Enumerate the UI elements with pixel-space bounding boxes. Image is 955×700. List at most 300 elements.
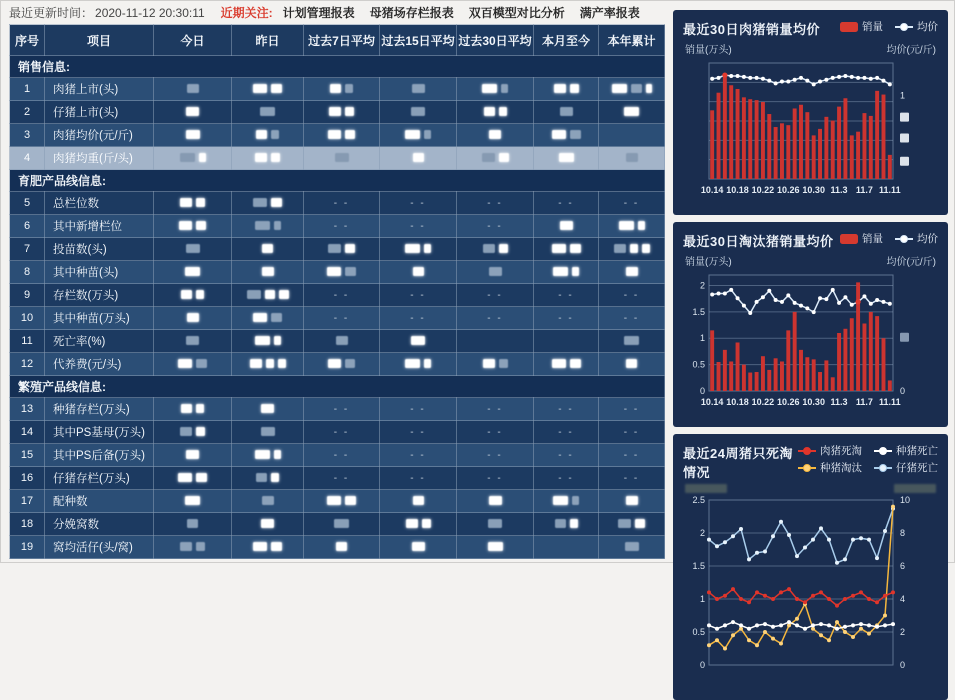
data-cell [304, 353, 380, 376]
legend-label: 种猪死亡 [896, 445, 938, 457]
data-cell [380, 124, 457, 147]
redacted-value-block [187, 519, 198, 528]
row-item-label: 肉猪均重(斤/头) [45, 147, 154, 170]
legend-label: 销量 [862, 21, 883, 33]
data-cell [154, 330, 232, 353]
row-item-label: 仔猪上市(头) [45, 101, 154, 124]
chart-legend [798, 443, 938, 475]
data-cell [457, 398, 534, 421]
legend-label: 仔猪死亡 [896, 462, 938, 474]
redacted-value-block [553, 267, 568, 276]
empty-value: - - [487, 473, 503, 484]
chart-legend [840, 19, 938, 34]
redacted-value-block [489, 267, 502, 276]
left-axis-label: 销量(万头) [685, 45, 732, 56]
redacted-value-block [646, 84, 652, 93]
data-cell [534, 238, 599, 261]
redacted-value-block [488, 542, 503, 551]
data-cell [457, 490, 534, 513]
table-row-10[interactable] [10, 307, 665, 330]
data-cell [154, 261, 232, 284]
empty-value: - - [410, 290, 426, 301]
column-header-8: 本年累计 [599, 25, 665, 56]
data-cell [457, 421, 534, 444]
data-cell [534, 421, 599, 444]
row-number: 4 [10, 147, 45, 170]
chart-title: 最近30日肉猪销量均价 [683, 22, 820, 37]
redacted-value-block [178, 359, 192, 368]
row-item-label: 存栏数(万头) [45, 284, 154, 307]
empty-value: - - [333, 404, 350, 415]
redacted-value-block [560, 107, 573, 116]
legend-label: 肉猪死淘 [820, 445, 862, 457]
empty-value: - - [333, 427, 350, 438]
data-cell [457, 513, 534, 536]
data-cell [534, 284, 599, 307]
weekly-mortality-chart [683, 494, 938, 694]
row-number: 1 [10, 78, 45, 101]
redacted-value-block [196, 290, 204, 299]
data-cell [457, 307, 534, 330]
data-cell [534, 467, 599, 490]
empty-value: - - [558, 404, 574, 415]
data-cell [154, 353, 232, 376]
svg-text:1: 1 [699, 333, 705, 344]
left-column [9, 1, 664, 700]
data-cell [154, 78, 232, 101]
data-cell [304, 147, 380, 170]
redacted-value-block [255, 336, 270, 345]
svg-text:2: 2 [900, 627, 906, 637]
row-item-label: 其中新增栏位 [45, 215, 154, 238]
redacted-value-block [630, 244, 638, 253]
svg-text:0: 0 [699, 386, 705, 396]
redacted-value-block [186, 107, 199, 116]
data-cell [304, 284, 380, 307]
empty-value: - - [410, 198, 426, 209]
redacted-value-block [405, 359, 420, 368]
data-cell [304, 261, 380, 284]
redacted-value-block [552, 244, 566, 253]
left-axis-label-redacted [685, 484, 727, 493]
redacted-value-block [274, 221, 281, 230]
data-cell [232, 467, 304, 490]
redacted-value-block [553, 496, 568, 505]
section-row [10, 170, 665, 192]
redacted-value-block [186, 450, 199, 459]
data-cell [232, 261, 304, 284]
empty-value: - - [333, 221, 350, 232]
data-cell [380, 101, 457, 124]
legend-item-2[interactable] [798, 460, 862, 475]
redacted-value-block [552, 359, 566, 368]
redacted-value-block [424, 359, 431, 368]
data-cell [232, 101, 304, 124]
empty-value: - - [333, 473, 350, 484]
redacted-value-block [412, 84, 425, 93]
svg-text:4: 4 [900, 594, 906, 604]
data-cell [304, 421, 380, 444]
redacted-value-block [336, 542, 347, 551]
redacted-value-block [196, 427, 205, 436]
redacted-value-block [255, 450, 270, 459]
redacted-value-block [413, 496, 424, 505]
empty-value: - - [487, 427, 503, 438]
svg-text:8: 8 [900, 528, 906, 538]
legend-item-0[interactable] [798, 443, 862, 458]
data-cell [457, 444, 534, 467]
redacted-value-block [253, 313, 267, 322]
table-row-1[interactable] [10, 78, 665, 101]
legend-label: 销量 [862, 233, 883, 245]
row-item-label: 肉猪均价(元/斤) [45, 124, 154, 147]
data-cell [534, 101, 599, 124]
daily-report-table [9, 24, 665, 559]
empty-value: - - [333, 198, 350, 209]
data-cell [154, 444, 232, 467]
row-item-label: 代养费(元/头) [45, 353, 154, 376]
data-cell [380, 353, 457, 376]
chart-card-mortality [673, 434, 948, 700]
data-cell [154, 490, 232, 513]
svg-text:0.5: 0.5 [692, 359, 705, 370]
table-row-9[interactable] [10, 284, 665, 307]
chart-card-cull-sales [673, 222, 948, 427]
redacted-value-block [271, 84, 282, 93]
legend-label: 均价 [917, 21, 938, 33]
left-axis-label: 销量(万头) [685, 257, 732, 268]
redacted-value-block [256, 473, 267, 482]
data-cell [599, 101, 665, 124]
redacted-value-block [499, 153, 509, 162]
table-row-13[interactable] [10, 398, 665, 421]
right-axis-label-redacted [894, 484, 936, 493]
row-number: 3 [10, 124, 45, 147]
report-table-body [10, 56, 665, 559]
empty-value: - - [487, 221, 503, 232]
redacted-value-block [196, 404, 204, 413]
data-cell [534, 147, 599, 170]
redacted-value-block [345, 267, 356, 276]
data-cell [534, 215, 599, 238]
section-label: 销售信息: [10, 56, 665, 78]
redacted-value-block [187, 84, 199, 93]
empty-value: - - [558, 427, 574, 438]
redacted-value-block [196, 473, 207, 482]
redacted-value-block [278, 359, 286, 368]
data-cell [534, 490, 599, 513]
legend-item-1[interactable] [874, 443, 938, 458]
data-cell [380, 467, 457, 490]
update-time-value: 2020-11-12 20:30:11 [95, 5, 205, 20]
data-cell [599, 192, 665, 215]
table-row-6[interactable] [10, 215, 665, 238]
redacted-value-block [411, 336, 425, 345]
empty-value: - - [333, 290, 350, 301]
table-row-12[interactable] [10, 353, 665, 376]
row-number: 6 [10, 215, 45, 238]
redacted-value-block [328, 359, 341, 368]
empty-value: - - [623, 427, 640, 438]
redacted-value-block [261, 519, 274, 528]
redacted-value-block [181, 290, 192, 299]
data-cell [154, 284, 232, 307]
redacted-value-block [262, 244, 273, 253]
data-cell [534, 261, 599, 284]
redacted-value-block [570, 130, 581, 139]
data-cell [534, 513, 599, 536]
data-cell [599, 284, 665, 307]
empty-value: - - [333, 313, 350, 324]
line-swatch-icon [874, 450, 892, 452]
data-cell [599, 513, 665, 536]
svg-text:10.14: 10.14 [700, 185, 724, 195]
data-cell [232, 353, 304, 376]
data-cell [534, 192, 599, 215]
redacted-value-block [255, 221, 270, 230]
svg-text:0: 0 [900, 386, 906, 396]
row-item-label: 其中PS基母(万头) [45, 421, 154, 444]
data-cell [232, 147, 304, 170]
table-row-19[interactable] [10, 536, 665, 559]
data-cell [599, 536, 665, 559]
redacted-value-block [247, 290, 261, 299]
svg-text:10.30: 10.30 [802, 397, 825, 407]
table-row-18[interactable] [10, 513, 665, 536]
svg-text:11.11: 11.11 [879, 185, 901, 195]
legend-label: 种猪淘汰 [820, 462, 862, 474]
data-cell [380, 284, 457, 307]
redacted-value-block [271, 198, 282, 207]
redacted-value-block [406, 519, 418, 528]
redacted-value-block [345, 84, 353, 93]
redacted-value-block [185, 496, 200, 505]
data-cell [599, 444, 665, 467]
table-row-3[interactable] [10, 124, 665, 147]
chart-legend [840, 231, 938, 246]
data-cell [154, 307, 232, 330]
data-cell [380, 513, 457, 536]
legend-item-3[interactable] [874, 460, 938, 475]
table-row-5[interactable] [10, 192, 665, 215]
column-header-5: 过去15日平均 [380, 25, 457, 56]
topbar [9, 1, 664, 24]
data-cell [534, 78, 599, 101]
data-cell [599, 353, 665, 376]
data-cell [599, 147, 665, 170]
redacted-value-block [260, 107, 275, 116]
data-cell [599, 238, 665, 261]
data-cell [304, 330, 380, 353]
empty-value: - - [410, 221, 426, 232]
row-item-label: 种猪存栏(万头) [45, 398, 154, 421]
chart-title: 最近24周猪只死淘情况 [683, 446, 793, 480]
data-cell [457, 536, 534, 559]
redacted-value-block [345, 107, 354, 116]
redacted-value-block [274, 336, 281, 345]
row-number: 13 [10, 398, 45, 421]
empty-value: - - [410, 450, 426, 461]
bar-swatch-icon [840, 234, 858, 244]
redacted-value-block [624, 336, 639, 345]
data-cell [599, 398, 665, 421]
svg-text:11.7: 11.7 [855, 397, 873, 407]
redacted-value-block [482, 153, 495, 162]
data-cell [380, 421, 457, 444]
svg-text:11.11: 11.11 [879, 397, 901, 407]
data-cell [599, 124, 665, 147]
redacted-value-block [499, 107, 507, 116]
table-row-8[interactable] [10, 261, 665, 284]
redacted-value-block [555, 519, 566, 528]
redacted-value-block [178, 473, 192, 482]
redacted-value-block [186, 130, 200, 139]
right-axis-label: 均价(元/斤) [886, 45, 936, 56]
data-cell [304, 192, 380, 215]
svg-text:0.5: 0.5 [692, 627, 705, 637]
data-cell [232, 238, 304, 261]
data-cell [534, 124, 599, 147]
redacted-value-block [405, 244, 420, 253]
line-swatch-icon [874, 467, 892, 469]
data-cell [457, 78, 534, 101]
table-row-11[interactable] [10, 330, 665, 353]
column-header-2: 今日 [154, 25, 232, 56]
topbar-link-3[interactable]: 满产率报表 [579, 6, 640, 20]
data-cell [457, 192, 534, 215]
redacted-value-block [196, 542, 205, 551]
report-links [283, 4, 640, 21]
redacted-value-block [499, 359, 508, 368]
svg-text:1: 1 [900, 90, 906, 101]
empty-value: - - [487, 450, 503, 461]
data-cell [380, 261, 457, 284]
row-item-label: 肉猪上市(头) [45, 78, 154, 101]
redacted-value-block [255, 153, 267, 162]
redacted-value-block [489, 130, 501, 139]
data-cell [154, 215, 232, 238]
redacted-value-block [265, 290, 275, 299]
table-row-14[interactable] [10, 421, 665, 444]
topbar-link-0[interactable]: 计划管理报表 [282, 6, 355, 20]
empty-value: - - [410, 404, 426, 415]
data-cell [599, 467, 665, 490]
data-cell [232, 192, 304, 215]
svg-text:10.30: 10.30 [802, 185, 825, 195]
data-cell [304, 307, 380, 330]
row-number: 15 [10, 444, 45, 467]
pig-sales-price-chart [683, 57, 938, 209]
redacted-value-block [642, 244, 650, 253]
svg-text:2: 2 [699, 528, 705, 538]
redacted-value-block [327, 267, 341, 276]
table-row-15[interactable] [10, 444, 665, 467]
section-label: 育肥产品线信息: [10, 170, 665, 192]
empty-value: - - [487, 404, 503, 415]
redacted-value-block [181, 404, 192, 413]
section-label: 繁殖产品线信息: [10, 376, 665, 398]
svg-text:10.22: 10.22 [751, 397, 775, 407]
redacted-value-block [253, 198, 267, 207]
table-row-2[interactable] [10, 101, 665, 124]
redacted-value-block [625, 542, 639, 551]
redacted-value-block [180, 427, 192, 436]
redacted-value-block [560, 221, 573, 230]
table-row-7[interactable] [10, 238, 665, 261]
svg-text:10.18: 10.18 [726, 397, 749, 407]
data-cell [304, 238, 380, 261]
table-row-16[interactable] [10, 467, 665, 490]
legend-item-1[interactable] [895, 19, 938, 34]
redacted-value-block [570, 244, 581, 253]
redacted-value-block [327, 496, 341, 505]
column-header-3: 昨日 [232, 25, 304, 56]
data-cell [380, 536, 457, 559]
row-number: 9 [10, 284, 45, 307]
line-swatch-icon [798, 450, 816, 452]
data-cell [232, 284, 304, 307]
svg-text:2: 2 [699, 280, 705, 291]
redacted-value-block [266, 359, 274, 368]
row-item-label: 死亡率(%) [45, 330, 154, 353]
data-cell [534, 536, 599, 559]
redacted-value-block [274, 450, 281, 459]
redacted-value-block [262, 496, 274, 505]
empty-value: - - [558, 313, 574, 324]
data-cell [457, 330, 534, 353]
table-row-17[interactable] [10, 490, 665, 513]
redacted-value-block [335, 153, 349, 162]
data-cell [232, 421, 304, 444]
redacted-value-block [570, 359, 581, 368]
empty-value: - - [487, 290, 503, 301]
legend-item-0[interactable] [840, 231, 883, 246]
data-cell [457, 353, 534, 376]
empty-value: - - [333, 450, 350, 461]
row-item-label: 仔猪存栏(万头) [45, 467, 154, 490]
legend-item-1[interactable] [895, 231, 938, 246]
data-cell [457, 124, 534, 147]
redacted-value-block [484, 107, 495, 116]
topbar-link-1[interactable]: 母猪场存栏报表 [369, 6, 454, 20]
svg-text:10.26: 10.26 [777, 397, 800, 407]
data-cell [154, 192, 232, 215]
empty-value: - - [623, 198, 640, 209]
section-row [10, 56, 665, 78]
redacted-value-block [330, 84, 341, 93]
legend-item-0[interactable] [840, 19, 883, 34]
table-row-4[interactable] [10, 147, 665, 170]
redacted-value-block [499, 244, 508, 253]
column-header-4: 过去7日平均 [304, 25, 380, 56]
empty-value: - - [410, 427, 426, 438]
redacted-value-block [552, 130, 566, 139]
redacted-value-block [329, 107, 341, 116]
legend-label: 均价 [917, 233, 938, 245]
row-number: 14 [10, 421, 45, 444]
svg-text:10.18: 10.18 [726, 185, 749, 195]
redacted-value-block [186, 336, 199, 345]
redacted-value-block [559, 153, 574, 162]
redacted-value-block [631, 84, 642, 93]
data-cell [599, 421, 665, 444]
topbar-link-2[interactable]: 双百模型对比分析 [468, 6, 565, 20]
data-cell [380, 215, 457, 238]
chart-card-pig-sales [673, 10, 948, 215]
redacted-value-block [196, 359, 207, 368]
redacted-value-block [345, 130, 355, 139]
redacted-value-block [412, 542, 425, 551]
